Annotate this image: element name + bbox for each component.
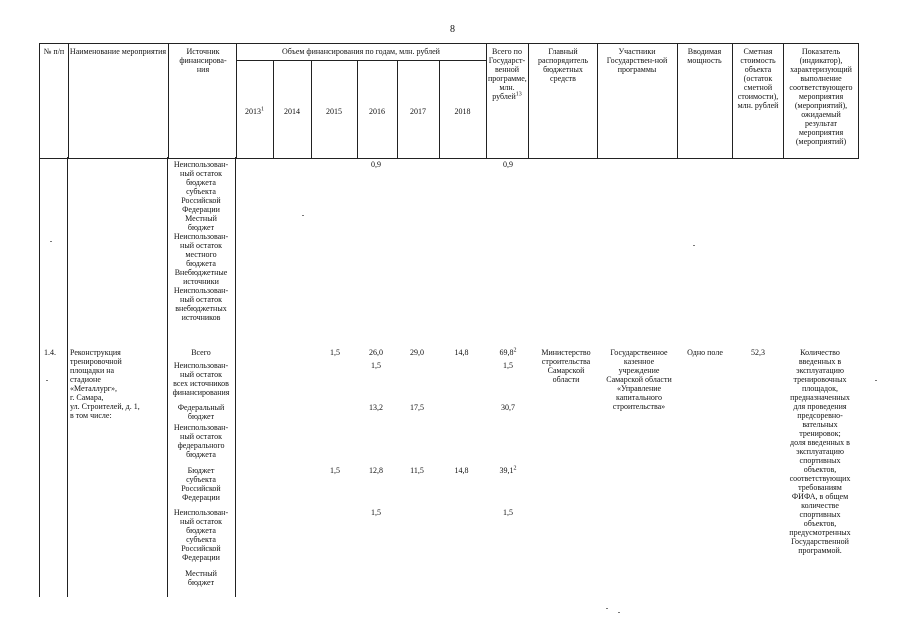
header-capacity: Вводимая мощность [687,47,722,65]
header-participants: Участники Государствен-ной программы [606,47,668,74]
header-year-2016: 2016 [369,107,385,116]
value-total-2016: 26,0 [369,348,383,357]
value-total-2015: 1,5 [330,348,340,357]
header-indicator: Показатель (индикатор), характеризующий выполнение соответствующего мероприятия (мероприятий), ожидаемый результат мероприятия (мероприятий) [789,47,853,146]
header-manager: Главный распорядитель бюджетных средств [537,47,589,83]
row-name [70,348,168,420]
scan-speck [618,612,620,613]
source-line: ный остаток [180,241,222,250]
value-subject-2018: 14,8 [454,466,469,475]
footnote-mark: 2 [513,465,517,472]
source-line: местного [185,250,217,259]
source-line: бюджета [186,259,216,268]
source-line: Неиспользован- [173,232,229,241]
row-capacity: Одно поле [687,348,723,357]
source-label-unused-all: Неиспользован- ный остаток всех источников финансирования [172,361,230,397]
continuation-total-value: 0,9 [503,160,513,169]
scan-speck [302,215,304,216]
source-label-local: Местный бюджет [185,569,217,587]
source-line: бюджет [187,223,215,232]
header-total: Всего по Государст-венной программе, млн. рублей$^{13}$ [488,47,527,101]
name-line: г. Самара, [70,393,104,402]
value-subject-2016: 12,8 [369,466,383,475]
source-line: Внебюджетные [174,268,228,277]
grid-line [677,44,678,158]
scan-speck [693,245,695,246]
header-name: Наименование мероприятия [69,47,167,56]
source-label-subject: Бюджет субъекта Российской Федерации [181,466,221,502]
row-participants: Государственное казенное учреждение Самарской области «Управление капитального строительства» [606,348,672,411]
source-line: Местный [185,214,217,223]
header-source: Источник финансирова-ния [179,47,227,74]
row-manager: Министерство строительства Самарской области [541,348,591,384]
grid-line [528,44,529,158]
source-line: ный остаток [180,169,222,178]
row-indicator: Количество введенных в эксплуатацию тренировочных площадок, предназначенных для проведения предсоревно- вательных тренировок; доля введенных в эксплуатацию спортивных объектов, соответствующих требованиям ФИФА, в общем количестве спортивных объектов, предусмотренных Государственной программой. [789,348,851,555]
source-line: Российской [181,196,221,205]
grid-line [783,44,784,158]
grid-line [597,44,598,158]
name-line: стадионе [70,375,101,384]
header-year-2018: 2018 [454,107,471,116]
value-total-2018: 14,8 [454,348,469,357]
source-label-federal: Федеральный бюджет [177,403,225,421]
value-total-total: 69,8$^2$ [499,347,517,357]
value-federal-2016: 13,2 [369,403,383,412]
source-line: ный остаток [180,295,222,304]
header-num: № п/п [43,47,65,56]
page-number: 8 [450,24,455,35]
value-unused-all-2016: 1,5 [371,361,381,370]
source-line: Неиспользован- [173,160,229,169]
name-line: в том числе: [70,411,112,420]
header-estimate: Сметная стоимость объекта (остаток сметной стоимости), млн. рублей [737,47,779,110]
value-unused-subject-2016: 1,5 [371,508,381,517]
grid-line [236,60,486,61]
footnote-mark: 13 [515,91,522,98]
value-federal-2017: 17,5 [410,403,424,412]
footnote-mark: 2 [513,347,517,354]
name-line: тренировочной [70,357,122,366]
grid-line [732,44,733,158]
source-label-unused-federal: Неиспользован- ный остаток федерального бюджета [173,423,229,459]
name-line: площадки на [70,366,115,375]
value-subject-2017: 11,5 [410,466,424,475]
source-line: Неиспользован- [173,286,229,295]
source-line: субъекта [186,187,216,196]
name-line: Реконструкция [70,348,121,357]
source-line: бюджета [186,178,216,187]
scan-speck [875,380,877,381]
source-line: Федерации [182,205,220,214]
value-subject-2015: 1,5 [330,466,340,475]
grid-line [235,157,236,597]
header-year-2013: 2013$^1$ [245,106,264,116]
source-line: источников [181,313,221,322]
scan-speck [50,241,52,242]
source-label-unused-subject: Неиспользован- ный остаток бюджета субъекта Российской Федерации [173,508,229,562]
header-year-2014: 2014 [284,107,300,116]
grid-line [486,44,487,158]
scan-speck [46,380,48,381]
scan-speck [606,608,608,609]
source-label-total: Всего [191,348,211,357]
source-line: источники [183,277,219,286]
grid-line [67,157,68,597]
grid-line [168,44,169,158]
header-year-2017: 2017 [410,107,426,116]
value-unused-subject-total: 1,5 [503,508,513,517]
header-volume: Объем финансирования по годам, млн. рублей [282,47,440,56]
name-line: ул. Строителей, д. 1, [70,402,140,411]
value-subject-total: 39,1$^2$ [499,465,517,475]
grid-line [39,157,40,597]
value-total-2017: 29,0 [410,348,424,357]
value-federal-total: 30,7 [501,403,515,412]
table-header [39,43,859,159]
footnote-mark: 1 [261,106,264,113]
continuation-source-cell [167,160,235,322]
row-number: 1.4. [44,348,56,357]
value-unused-all-total: 1,5 [503,361,513,370]
row-estimate: 52,3 [751,348,765,357]
source-line: внебюджетных [175,304,227,313]
grid-line [236,44,237,158]
continuation-2016-value: 0,9 [371,160,381,169]
header-year-2015: 2015 [326,107,342,116]
name-line: «Металлург», [70,384,118,393]
grid-line [68,44,69,158]
